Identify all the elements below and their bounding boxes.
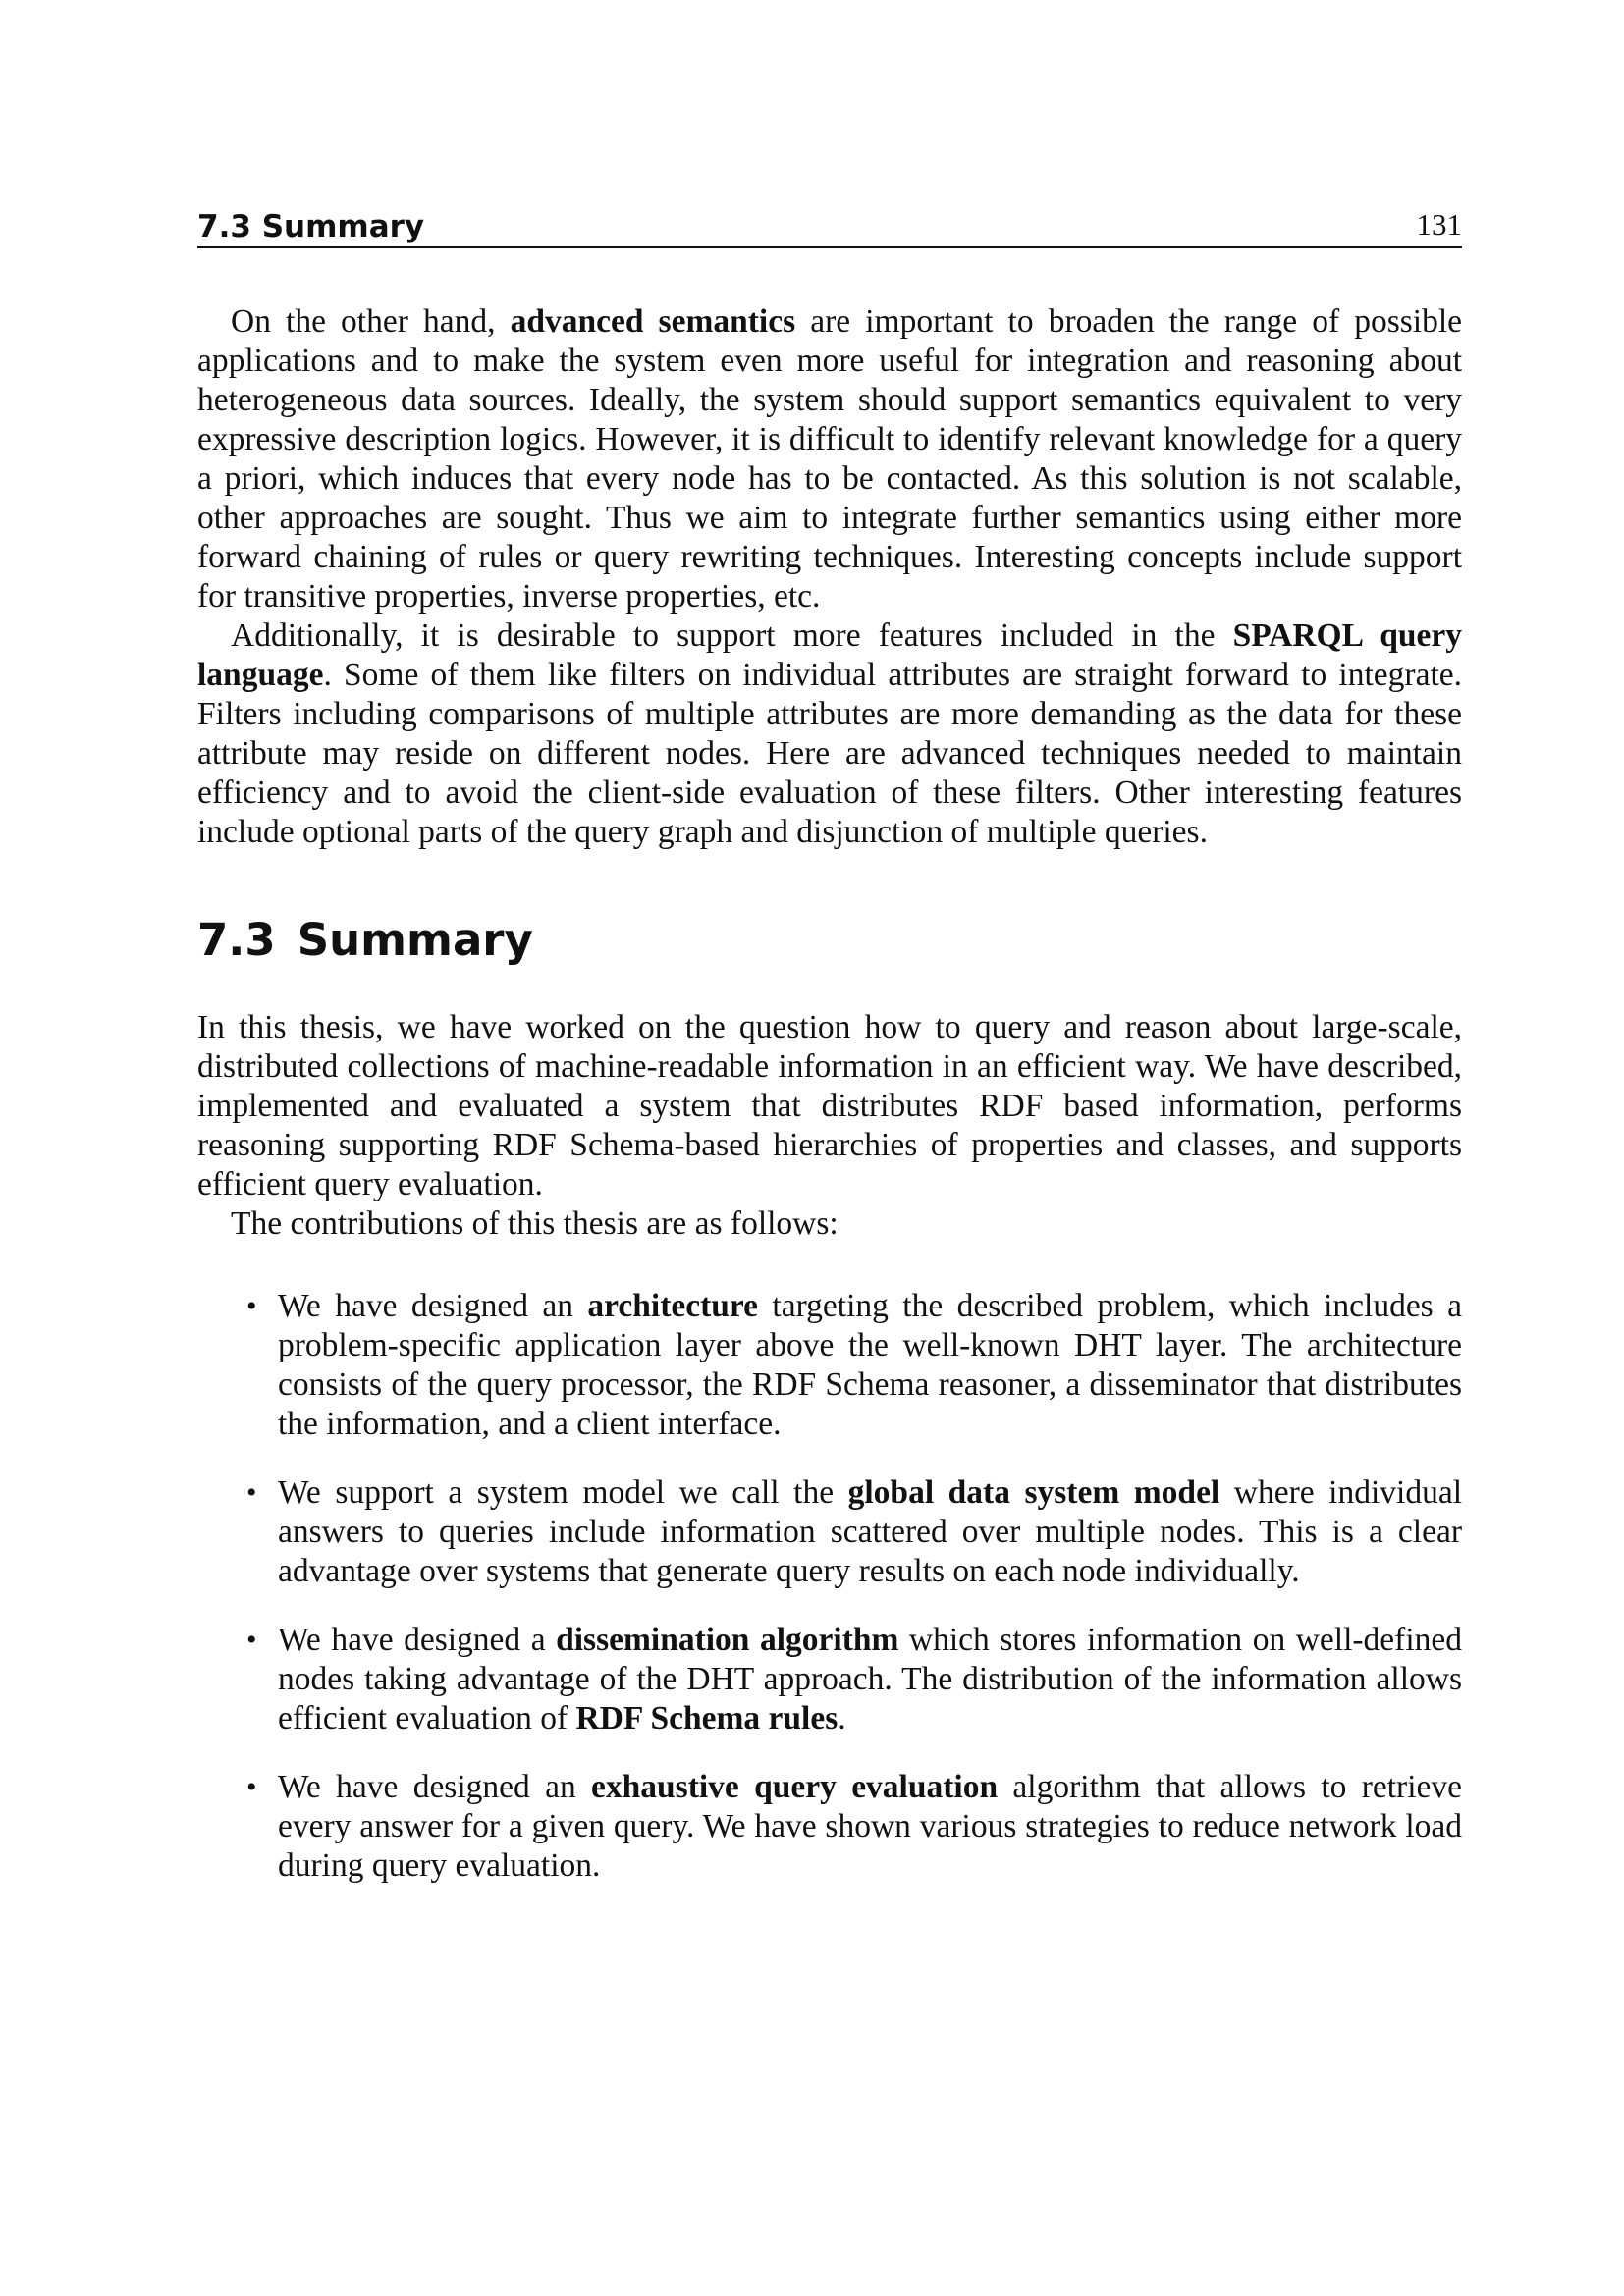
bullet-icon: • (246, 1476, 257, 1509)
section-title: Summary (297, 914, 533, 966)
text-run: algorithm that allows to retrieve every answer for a given query. We have shown various strategies to reduce network load during query evaluation. (278, 1769, 1462, 1884)
bold-term: architecture (587, 1288, 759, 1324)
list-item (197, 1768, 1462, 1886)
paragraph-sparql (197, 616, 1462, 852)
page-number: 131 (1416, 207, 1462, 241)
bullet-icon: • (246, 1624, 257, 1656)
text-run: . Some of them like filters on individual attributes are straight forward to integrate. Filters including comparisons of multiple attributes are more demanding as the data for these attribute may reside on different nodes. Here are advanced techniques needed to maintain efficiency and to avoid the client-side evaluation of these filters. Other interesting features include optional parts of the query graph and disjunction of multiple queries. (197, 657, 1462, 850)
text-run: are important to broaden the range of possible applications and to make the system even more useful for integration and reasoning about heterogeneous data sources. Ideally, the system should support semantics equivalent to very expressive description logics. However, it is difficult to identify relevant knowledge for a query a priori, which induces that every node has to be contacted. As this solution is not scalable, other approaches are sought. Thus we aim to integrate further semantics using either more forward chaining of rules or query rewriting techniques. Interesting concepts include support for transitive properties, inverse properties, etc. (197, 303, 1462, 614)
header-section-title: 7.3 Summary (197, 209, 425, 244)
list-item (197, 1621, 1462, 1738)
section-number: 7.3 (197, 914, 276, 966)
text-run: We have designed an (278, 1769, 592, 1805)
paragraph-thesis-summary: In this thesis, we have worked on the question how to query and reason about large-scale, distributed collections of machine-readable information in an efficient way. We have described, implemented and evaluated a system that distributes RDF based information, performs reasoning supporting RDF Schema-based hierarchies of properties and classes, and supports efficient query evaluation. (197, 1009, 1462, 1202)
section-heading (197, 916, 1462, 965)
bold-term: global data system model (847, 1474, 1220, 1511)
list-item (197, 1287, 1462, 1444)
text-run: targeting the described problem, which includes a problem-specific application layer above the well-known DHT layer. The architecture consists of the query processor, the RDF Schema reasoner, a disseminator that distributes the information, and a client interface. (278, 1288, 1462, 1442)
paragraph-contributions-intro: The contributions of this thesis are as follows: (231, 1205, 839, 1242)
contributions-list (197, 1287, 1462, 1886)
bold-term: advanced semantics (510, 303, 796, 340)
bullet-icon: • (246, 1771, 257, 1803)
text-run: On the other hand, (231, 303, 511, 340)
running-header (197, 201, 1462, 248)
text-run: We support a system model we call the (278, 1474, 848, 1511)
text-run: which stores information on well-defined nodes taking advantage of the DHT approach. The distribution of the information allows efficient evaluation of (278, 1622, 1462, 1736)
bullet-icon: • (246, 1290, 257, 1322)
text-run: We have designed a (278, 1622, 557, 1658)
text-run: Additionally, it is desirable to support more features included in the (231, 617, 1233, 654)
paragraph-advanced-semantics (197, 302, 1462, 616)
bold-term: dissemination algorithm (556, 1622, 899, 1658)
body-text (197, 302, 1462, 1915)
bold-term: RDF Schema rules (575, 1700, 839, 1736)
text-run: where individual answers to queries include information scattered over multiple nodes. This is a clear advantage over systems that generate query results on each node individually. (278, 1474, 1463, 1589)
text-run: . (838, 1700, 846, 1736)
bold-term: SPARQL query language (197, 617, 1462, 693)
text-run: We have designed an (278, 1288, 588, 1324)
bold-term: exhaustive query evaluation (591, 1769, 999, 1805)
list-item (197, 1473, 1462, 1591)
